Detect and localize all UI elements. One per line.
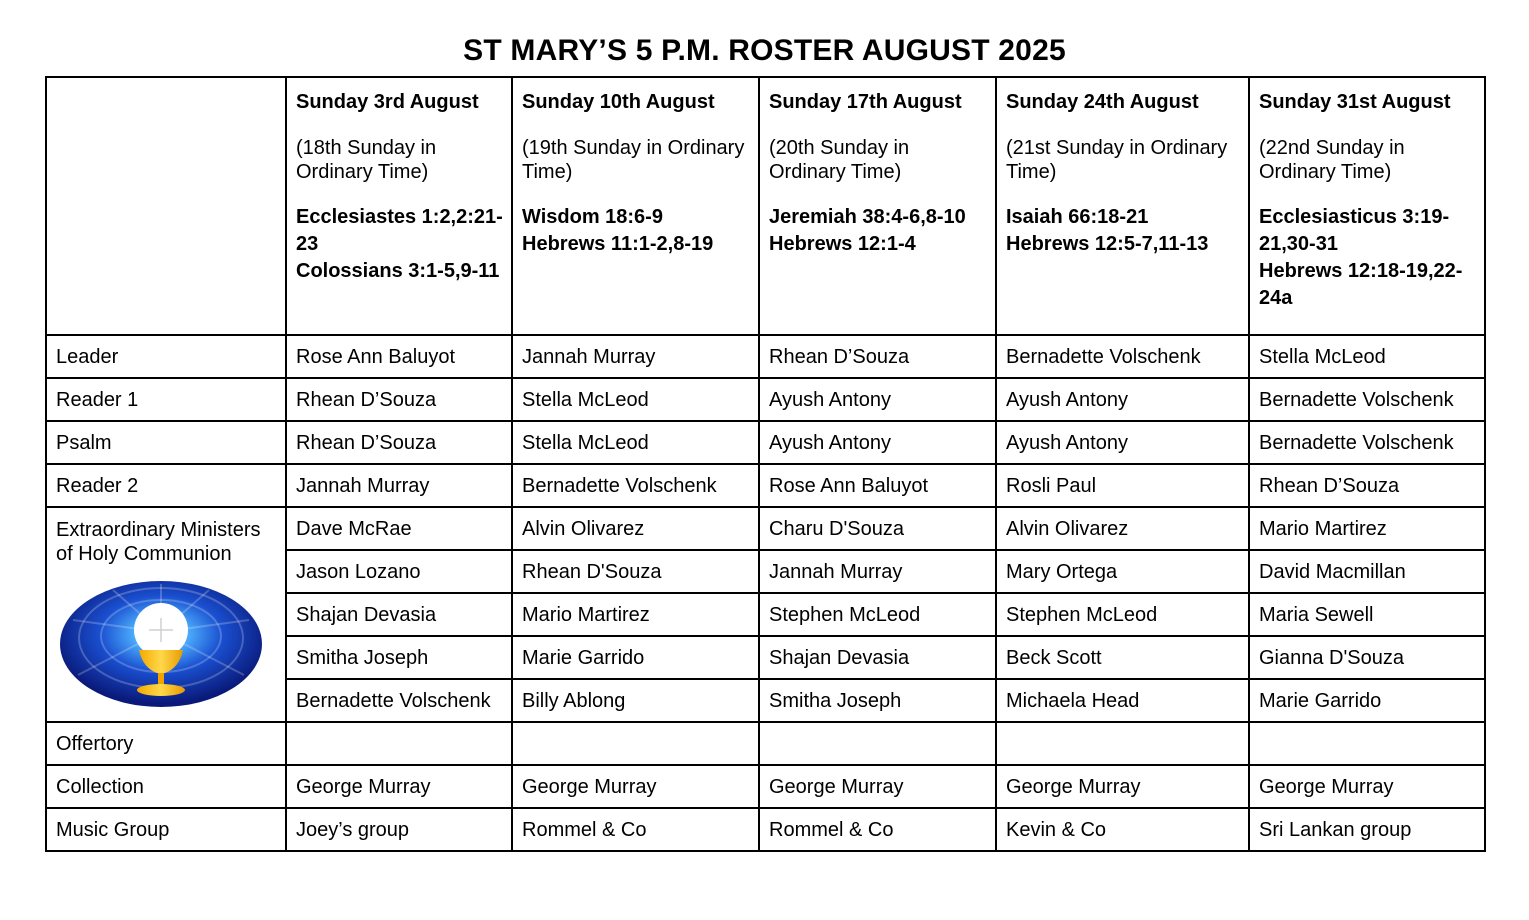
column-date: Sunday 31st August xyxy=(1259,91,1451,113)
roster-cell xyxy=(286,722,512,765)
reading-1: Wisdom 18:6-9 xyxy=(522,206,663,228)
column-occasion: (20th Sunday in Ordinary Time) xyxy=(769,137,910,183)
roster-cell: Stella McLeod xyxy=(512,421,759,464)
role-label: Leader xyxy=(46,335,286,378)
roster-row-music-group xyxy=(46,808,1485,851)
roster-table xyxy=(45,76,1486,852)
column-readings xyxy=(769,204,989,258)
roster-cell: Marie Garrido xyxy=(1249,679,1485,722)
roster-cell: Stephen McLeod xyxy=(996,593,1249,636)
header-corner-cell xyxy=(46,77,286,335)
header-cell-sunday-24 xyxy=(996,77,1249,335)
reading-2: Hebrews 12:5-7,11-13 xyxy=(1006,233,1209,255)
roster-cell: Billy Ablong xyxy=(512,679,759,722)
roster-cell xyxy=(1249,722,1485,765)
roster-cell: Charu D'Souza xyxy=(759,507,996,550)
roster-cell: Rhean D'Souza xyxy=(512,550,759,593)
column-occasion: (18th Sunday in Ordinary Time) xyxy=(296,137,437,183)
roster-cell: Alvin Olivarez xyxy=(996,507,1249,550)
roster-cell: Michaela Head xyxy=(996,679,1249,722)
roster-cell: Ayush Antony xyxy=(759,378,996,421)
role-label: Psalm xyxy=(46,421,286,464)
roster-row-reader-2 xyxy=(46,464,1485,507)
roster-cell: Smitha Joseph xyxy=(759,679,996,722)
role-label: Reader 2 xyxy=(46,464,286,507)
roster-cell: George Murray xyxy=(996,765,1249,808)
roster-cell: George Murray xyxy=(1249,765,1485,808)
header-cell-sunday-3 xyxy=(286,77,512,335)
roster-cell: Shajan Devasia xyxy=(759,636,996,679)
page-title: ST MARY’S 5 P.M. ROSTER AUGUST 2025 xyxy=(463,34,1066,67)
roster-cell: Rose Ann Baluyot xyxy=(759,464,996,507)
roster-cell: Rose Ann Baluyot xyxy=(286,335,512,378)
roster-cell: Sri Lankan group xyxy=(1249,808,1485,851)
eucharist-chalice-icon xyxy=(59,580,263,708)
role-label: Offertory xyxy=(46,722,286,765)
roster-row-collection xyxy=(46,765,1485,808)
column-occasion: (19th Sunday in Ordinary Time) xyxy=(522,137,745,183)
roster-cell: Ayush Antony xyxy=(759,421,996,464)
roster-cell: Rosli Paul xyxy=(996,464,1249,507)
roster-cell: Stephen McLeod xyxy=(759,593,996,636)
roster-cell: Bernadette Volschenk xyxy=(1249,421,1485,464)
column-occasion: (22nd Sunday in Ordinary Time) xyxy=(1259,137,1405,183)
roster-cell: Ayush Antony xyxy=(996,421,1249,464)
roster-row-emhc-1 xyxy=(46,507,1485,550)
roster-cell: Rhean D’Souza xyxy=(759,335,996,378)
roster-cell: Bernadette Volschenk xyxy=(286,679,512,722)
roster-cell: Rommel & Co xyxy=(759,808,996,851)
roster-cell: Gianna D'Souza xyxy=(1249,636,1485,679)
roster-cell: Ayush Antony xyxy=(996,378,1249,421)
reading-1: Ecclesiastes 1:2,2:21-23 xyxy=(296,206,503,255)
column-readings xyxy=(1006,204,1242,258)
reading-1: Isaiah 66:18-21 xyxy=(1006,206,1149,228)
roster-cell: Marie Garrido xyxy=(512,636,759,679)
header-row xyxy=(46,77,1485,335)
roster-cell xyxy=(512,722,759,765)
roster-cell: George Murray xyxy=(759,765,996,808)
reading-2: Hebrews 12:1-4 xyxy=(769,233,916,255)
roster-cell: Shajan Devasia xyxy=(286,593,512,636)
roster-cell: Stella McLeod xyxy=(512,378,759,421)
roster-cell: Jannah Murray xyxy=(512,335,759,378)
roster-cell: Rhean D’Souza xyxy=(286,421,512,464)
roster-cell: Bernadette Volschenk xyxy=(512,464,759,507)
roster-cell: Mario Martirez xyxy=(512,593,759,636)
column-occasion: (21st Sunday in Ordinary Time) xyxy=(1006,137,1228,183)
roster-cell: Dave McRae xyxy=(286,507,512,550)
roster-cell xyxy=(996,722,1249,765)
column-date: Sunday 17th August xyxy=(769,91,962,113)
role-label: Reader 1 xyxy=(46,378,286,421)
roster-cell: Rhean D’Souza xyxy=(286,378,512,421)
roster-cell: Joey’s group xyxy=(286,808,512,851)
roster-cell: Beck Scott xyxy=(996,636,1249,679)
roster-cell xyxy=(759,722,996,765)
column-date: Sunday 3rd August xyxy=(296,91,479,113)
roster-row-offertory xyxy=(46,722,1485,765)
roster-cell: Alvin Olivarez xyxy=(512,507,759,550)
roster-cell: George Murray xyxy=(286,765,512,808)
reading-2: Hebrews 11:1-2,8-19 xyxy=(522,233,714,255)
roster-cell: Kevin & Co xyxy=(996,808,1249,851)
reading-2: Colossians 3:1-5,9-11 xyxy=(296,260,500,282)
roster-cell: Jannah Murray xyxy=(286,464,512,507)
roster-cell: Mary Ortega xyxy=(996,550,1249,593)
reading-1: Ecclesiasticus 3:19-21,30-31 xyxy=(1259,206,1450,255)
column-readings xyxy=(296,204,505,285)
roster-cell: Bernadette Volschenk xyxy=(1249,378,1485,421)
roster-row-reader-1 xyxy=(46,378,1485,421)
roster-row-psalm xyxy=(46,421,1485,464)
roster-cell: Jannah Murray xyxy=(759,550,996,593)
role-label: Music Group xyxy=(46,808,286,851)
roster-cell: Jason Lozano xyxy=(286,550,512,593)
role-label: Collection xyxy=(46,765,286,808)
header-cell-sunday-17 xyxy=(759,77,996,335)
roster-cell: Mario Martirez xyxy=(1249,507,1485,550)
column-date: Sunday 24th August xyxy=(1006,91,1199,113)
header-cell-sunday-31 xyxy=(1249,77,1485,335)
role-label-emhc xyxy=(46,507,286,722)
roster-cell: Smitha Joseph xyxy=(286,636,512,679)
reading-2: Hebrews 12:18-19,22-24a xyxy=(1259,260,1463,309)
roster-cell: Maria Sewell xyxy=(1249,593,1485,636)
header-cell-sunday-10 xyxy=(512,77,759,335)
emhc-label-text: Extraordinary Ministers of Holy Communion xyxy=(56,519,261,565)
column-readings xyxy=(522,204,752,258)
roster-cell: David Macmillan xyxy=(1249,550,1485,593)
reading-1: Jeremiah 38:4-6,8-10 xyxy=(769,206,966,228)
column-date: Sunday 10th August xyxy=(522,91,715,113)
roster-cell: George Murray xyxy=(512,765,759,808)
roster-cell: Rommel & Co xyxy=(512,808,759,851)
roster-cell: Bernadette Volschenk xyxy=(996,335,1249,378)
roster-cell: Stella McLeod xyxy=(1249,335,1485,378)
roster-row-leader xyxy=(46,335,1485,378)
roster-cell: Rhean D’Souza xyxy=(1249,464,1485,507)
column-readings xyxy=(1259,204,1478,312)
